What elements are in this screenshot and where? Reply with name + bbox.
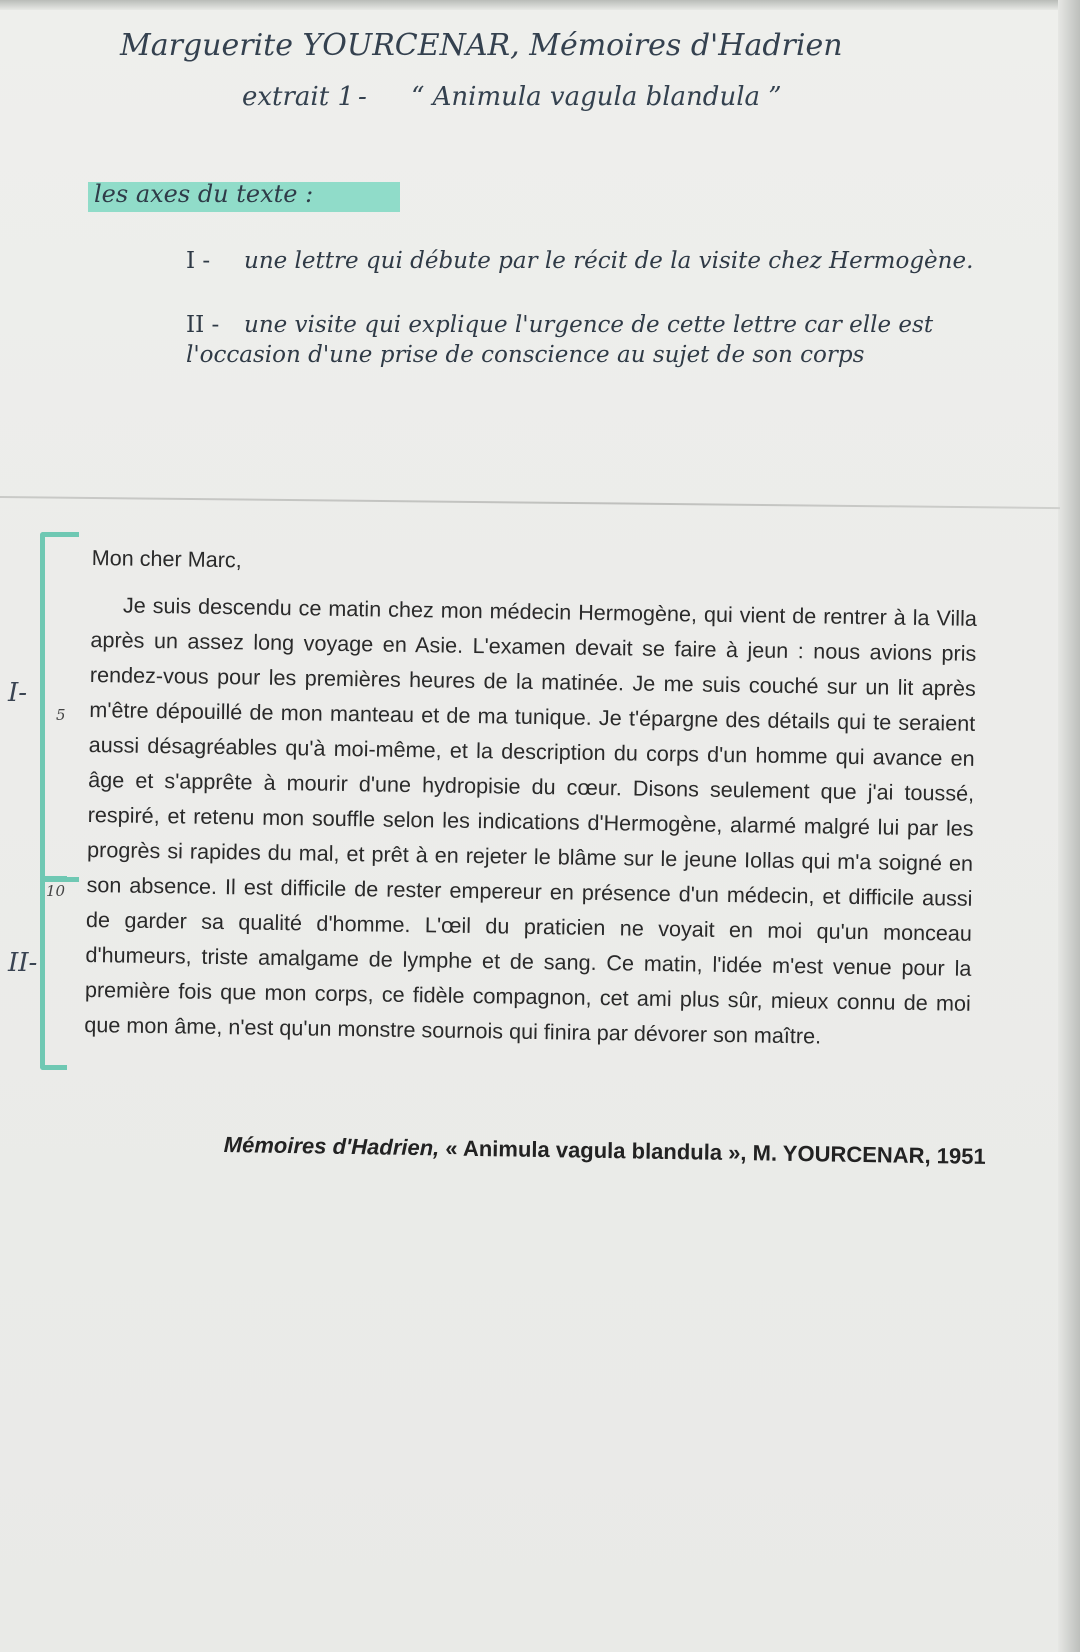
handwritten-title	[120, 28, 843, 63]
axis-item-1	[186, 246, 1026, 276]
line-number-5: 5	[56, 706, 66, 724]
line-number-10: 10	[46, 882, 66, 900]
extract-label: extrait 1	[242, 82, 354, 112]
work-title: Mémoires d'Hadrien	[529, 28, 843, 63]
caption-work: Mémoires d'Hadrien,	[223, 1132, 440, 1161]
source-caption	[224, 1132, 994, 1170]
handwritten-subtitle	[242, 82, 782, 112]
caption-rest: « Animula vagula blandula », M. YOURCENAR, 1951	[445, 1135, 986, 1169]
page-right-edge	[1058, 0, 1080, 1652]
margin-label-part-1: I-	[8, 678, 28, 708]
axes-heading: les axes du texte :	[94, 180, 314, 208]
bracket-part-2	[40, 876, 67, 1070]
letter-salutation: Mon cher Marc,	[91, 544, 242, 573]
axis-text: une visite qui explique l'urgence de cette lettre car elle est l'occasion d'une prise de conscience au sujet de son corps	[186, 312, 934, 368]
axis-number: I -	[186, 248, 211, 274]
letter-body: Je suis descendu ce matin chez mon médecin Hermogène, qui vient de rentrer à la Villa après un assez long voyage en Asie. L'examen devait se faire à jeun : nous avions pris rendez-vous pour les premières heures de la matinée. Je me suis couché sur un lit après m'être dépouillé de mon manteau et de ma tunique. Je t'épargne des détails qui te seraient aussi désagréables qu'à moi-même, et la description du corps d'un homme qui avance en âge et s'apprête à mourir d'une hydropisie du cœur. Disons seulement que j'ai toussé, respiré, et retenu mon souffle selon les indications d'Hermogène, alarmé malgré lui par les progrès si rapides du mal, et prêt à en rejeter le blâme sur le jeune Iollas qui m'a soigné en son absence. Il est difficile de rester empereur en présence d'un médecin, et difficile aussi de garder sa qualité d'homme. L'œil du praticien ne voyait en moi qu'un monceau d'humeurs, triste amalgame de lymphe et de sang. Ce matin, l'idée m'est venue pour la première fois que mon corps, ce fidèle compagnon, cet ami plus sûr, mieux connu de moi que mon âme, n'est qu'un monstre sournois qui finira par dévorer son maître.	[84, 592, 978, 1049]
margin-label-part-2: II-	[8, 948, 38, 978]
author-name: Marguerite YOURCENAR	[120, 28, 511, 63]
title-separator: ,	[510, 28, 520, 63]
extract-title: “ Animula vagula blandula ”	[411, 82, 782, 112]
extract-dash: -	[358, 82, 367, 112]
page-top-edge	[0, 0, 1080, 10]
printed-letter	[84, 540, 978, 1056]
axis-item-2	[186, 310, 1026, 370]
axis-text: une lettre qui débute par le récit de la visite chez Hermogène.	[244, 248, 974, 274]
axis-number: II -	[186, 312, 220, 338]
section-divider	[0, 496, 1060, 509]
